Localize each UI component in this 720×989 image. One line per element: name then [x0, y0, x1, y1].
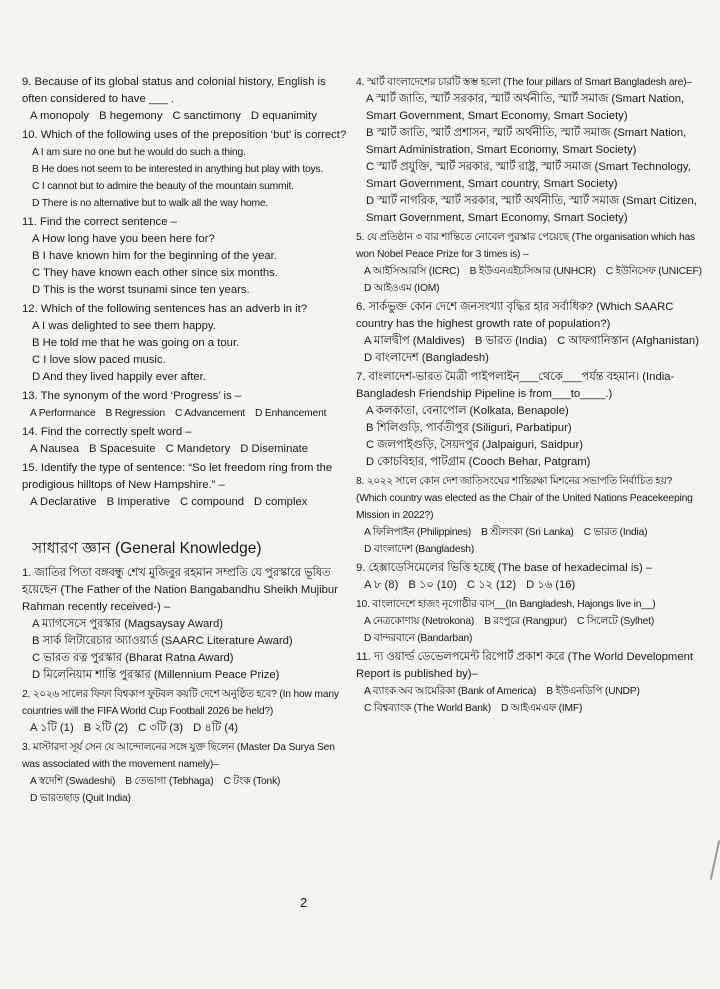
option-b: B তেভাগা (Tebhaga) [125, 776, 214, 787]
option-a: A মালদ্বীপ (Maldives) [364, 335, 465, 347]
option-d: D মিলেনিয়াম শান্তি পুরস্কার (Millennium Peace Prize) [32, 669, 280, 681]
option-b: B ইউএনডিপি (UNDP) [546, 686, 640, 697]
question-stem: 12. Which of the following sentences has an adverb in it? [22, 303, 308, 315]
options [22, 405, 348, 422]
option-d: D This is the worst tsunami since ten years. [32, 284, 250, 296]
option-c: C Advancement [174, 408, 246, 419]
gk-q4 [356, 74, 702, 227]
option-a: A Nausea [30, 443, 79, 455]
gk-q2 [22, 686, 348, 737]
options [22, 720, 348, 737]
options [22, 773, 348, 807]
option-a: A How long have you been here for? [32, 233, 215, 245]
option-a: A monopoly [30, 110, 90, 122]
option-a: A নেত্রকোণায় (Netrokona) [364, 616, 475, 627]
option-b: B He does not seem to be interested in anything but play with toys. [32, 164, 324, 175]
scan-mark [710, 840, 720, 880]
gk-q10 [356, 596, 702, 647]
question-stem: 11. দ্য ওয়ার্ল্ড ডেভেলপমেন্ট রিপোর্ট প্রকাশ করে (The World Development Report is published by)– [356, 651, 694, 680]
english-q14 [22, 424, 348, 458]
options [22, 494, 348, 511]
option-a: A Declarative [30, 496, 97, 508]
question-stem: 13. The synonym of the word ‘Progress’ is – [22, 390, 242, 402]
option-b: B Spacesuite [89, 443, 156, 455]
option-c: C সিলেটে (Sylhet) [576, 616, 655, 627]
english-q12 [22, 301, 348, 386]
option-c: C I cannot but to admire the beauty of the mountain summit. [32, 181, 294, 192]
gk-q3 [22, 739, 348, 807]
gk-q7 [356, 369, 702, 471]
question-stem: 11. Find the correct sentence – [22, 216, 177, 228]
option-d: D Enhancement [255, 408, 327, 419]
option-a: A কলকাতা, বেনাপোল (Kolkata, Benapole) [366, 405, 569, 417]
left-column [22, 74, 348, 809]
option-a: A স্মার্ট জাতি, স্মার্ট সরকার, স্মার্ট অর্থনীতি, স্মার্ট সমাজ (Smart Nation, Smart Government, Smart Economy, Smart Society) [366, 93, 685, 122]
option-d: D ৪টি (4) [193, 722, 239, 734]
option-b: B ইউএনএইচসিআর (UNHCR) [469, 266, 596, 277]
option-d: D And they lived happily ever after. [32, 371, 206, 383]
question-stem: 1. জাতির পিতা বঙ্গবন্ধু শেখ মুজিবুর রহমান সম্প্রতি যে পুরস্কারে ভূষিত হয়েছেন (The Father of the Nation Bangabandhu Sheikh Mujibur Rahman recently received-) – [22, 567, 338, 613]
gk-q8 [356, 473, 702, 558]
option-b: B ভারত (India) [474, 335, 548, 347]
option-a: A Performance [30, 408, 96, 419]
option-d: D ভারতছাড় (Quit India) [30, 793, 131, 804]
option-b: B ২টি (2) [83, 722, 129, 734]
question-stem: 7. বাংলাদেশ-ভারত মৈত্রী পাইপলাইন___থেকে___পর্যন্ত বহমান। (India-Bangladesh Friendship Pipeline is from___to____.) [356, 371, 675, 400]
option-c: C ইউনিসেফ (UNICEF) [605, 266, 702, 277]
option-c: C স্মার্ট প্রযুক্তি, স্মার্ট সরকার, স্মার্ট রাষ্ট্র, স্মার্ট সমাজ (Smart Technology, Smart Government, Smart country, Smart Society) [366, 161, 691, 190]
option-c: C জলপাইগুড়ি, সৈয়দপুর (Jalpaiguri, Saidpur) [366, 439, 583, 451]
option-b: B ১০ (10) [408, 579, 457, 591]
question-stem: 2. ২০২৬ সালের ফিফা বিশ্বকাপ ফুটবল কয়টি দেশে অনুষ্ঠিত হবে? (In how many countries will the FIFA World Cup Football 2026 be held?) [22, 689, 339, 717]
english-q11 [22, 214, 348, 299]
option-b: B শ্রীলংকা (Sri Lanka) [481, 527, 574, 538]
option-c: C ভারত রত্ন পুরস্কার (Bharat Ratna Award) [32, 652, 234, 664]
page-number: 2 [300, 895, 308, 910]
option-c: C টংক (Tonk) [223, 776, 281, 787]
question-stem: 10. বাংলাদেশে হাজং নৃগোষ্ঠীর বাস__(In Bangladesh, Hajongs live in__) [356, 599, 656, 610]
option-b: B hegemony [99, 110, 163, 122]
option-c: C They have known each other since six months. [32, 267, 278, 279]
option-a: A ব্যাংক অব আমেরিকা (Bank of America) [364, 686, 537, 697]
options [356, 683, 702, 717]
options [356, 524, 702, 558]
option-d: D ১৬ (16) [526, 579, 576, 591]
english-q9 [22, 74, 348, 125]
question-stem: 15. Identify the type of sentence: “So let freedom ring from the prodigious hilltops of New Hampshire.” – [22, 462, 333, 491]
gk-q9 [356, 560, 702, 594]
option-c: C Mandetory [165, 443, 231, 455]
question-stem: 9. হেক্সাডেসিমেলের ভিত্তি হচ্ছে (The base of hexadecimal is) – [356, 562, 653, 574]
option-b: B স্মার্ট জাতি, স্মার্ট প্রশাসন, স্মার্ট অর্থনীতি, স্মার্ট সমাজ (Smart Nation, Smart Administration, Smart Economy, Smart Society) [366, 127, 687, 156]
options [22, 108, 348, 125]
question-stem: 14. Find the correctly spelt word – [22, 426, 192, 438]
option-c: C ৩টি (3) [138, 722, 184, 734]
option-d: D বাংলাদেশ (Bangladesh) [364, 544, 475, 555]
question-stem: 6. সার্কভুক্ত কোন দেশে জনসংখ্যা বৃদ্ধির হার সর্বাধিক? (Which SAARC country has the highest growth rate of population?) [356, 301, 674, 330]
option-a: A I was delighted to see them happy. [32, 320, 216, 332]
option-a: A ৮ (8) [364, 579, 399, 591]
options [22, 441, 348, 458]
option-a: A ম্যাগসেসে পুরস্কার (Magsaysay Award) [32, 618, 224, 630]
option-b: B রংপুরে (Rangpur) [484, 616, 567, 627]
option-a: A স্বদেশি (Swadeshi) [30, 776, 116, 787]
option-b: B Imperative [106, 496, 170, 508]
option-b: B Regression [105, 408, 165, 419]
options [356, 333, 702, 367]
question-stem: 10. Which of the following uses of the preposition ‘but’ is correct? [22, 129, 347, 141]
gk-q6 [356, 299, 702, 367]
question-stem: 4. স্মার্ট বাংলাদেশের চারটি স্তম্ভ হলো (The four pillars of Smart Bangladesh are)– [356, 77, 692, 88]
option-d: D স্মার্ট নাগরিক, স্মার্ট সরকার, স্মার্ট অর্থনীতি, স্মার্ট সমাজ (Smart Citizen, Smart Government, Smart Economy, Smart Society) [366, 195, 697, 224]
right-column [356, 74, 702, 719]
options [356, 577, 702, 594]
question-stem: 3. মাস্টারদা সূর্য সেন যে আন্দোলনের সঙ্গে যুক্ত ছিলেন (Master Da Surya Sen was associated with the movement namely)– [22, 742, 335, 770]
option-c: C আফগানিস্তান (Afghanistan) [557, 335, 699, 347]
option-b: B শিলিগুড়ি, পার্বতীপুর (Siliguri, Parbatipur) [366, 422, 572, 434]
option-c: C ভারত (India) [583, 527, 648, 538]
option-a: A আইসিআরসি (ICRC) [364, 266, 460, 277]
section-title: সাধারণ জ্ঞান (General Knowledge) [32, 540, 262, 557]
option-d: D equanimity [250, 110, 317, 122]
options [356, 613, 702, 647]
options [356, 263, 702, 297]
option-c: C ১২ (12) [466, 579, 517, 591]
option-d: D বান্দরবানে (Bandarban) [364, 633, 473, 644]
question-stem: 9. Because of its global status and colonial history, English is often considered to have ___ . [22, 76, 326, 105]
option-c: C sanctimony [172, 110, 241, 122]
question-stem: 5. যে প্রতিষ্ঠান ৩ বার শান্তিতে নোবেল পুরস্কার পেয়েছে (The organisation which has won Nobel Peace Prize for 3 times is) – [356, 232, 696, 260]
gk-q11 [356, 649, 702, 717]
option-c: C I love slow paced music. [32, 354, 166, 366]
option-c: C বিশ্বব্যাংক (The World Bank) [364, 703, 491, 714]
option-d: D বাংলাদেশ (Bangladesh) [364, 352, 489, 364]
option-d: D There is no alternative but to walk all the way home. [32, 198, 269, 209]
option-d: D কোচবিহার, পাটগ্রাম (Cooch Behar, Patgram) [366, 456, 591, 468]
option-d: D complex [254, 496, 308, 508]
option-a: A I am sure no one but he would do such a thing. [32, 147, 246, 158]
option-b: B He told me that he was going on a tour. [32, 337, 240, 349]
option-b: B সার্ক লিটারেচার অ্যাওয়ার্ড (SAARC Literature Award) [32, 635, 293, 647]
option-a: A ১টি (1) [30, 722, 74, 734]
english-q10 [22, 127, 348, 212]
option-d: D আইওএম (IOM) [364, 283, 440, 294]
option-b: B I have known him for the beginning of the year. [32, 250, 277, 262]
option-a: A ফিলিপাইন (Philippines) [364, 527, 472, 538]
option-c: C compound [179, 496, 245, 508]
gk-q5 [356, 229, 702, 297]
option-d: D Diseminate [240, 443, 309, 455]
gk-q1 [22, 565, 348, 684]
english-q13 [22, 388, 348, 422]
english-q15 [22, 460, 348, 511]
option-d: D আইএমএফ (IMF) [500, 703, 583, 714]
question-stem: 8. ২০২২ সালে কোন দেশ জাতিসংঘের শান্তিরক্ষা মিশনের সভাপতি নির্বাচিত হয়? (Which country was elected as the Chair of the United Nations Peacekeeping Mission in 2022?) [356, 476, 693, 521]
